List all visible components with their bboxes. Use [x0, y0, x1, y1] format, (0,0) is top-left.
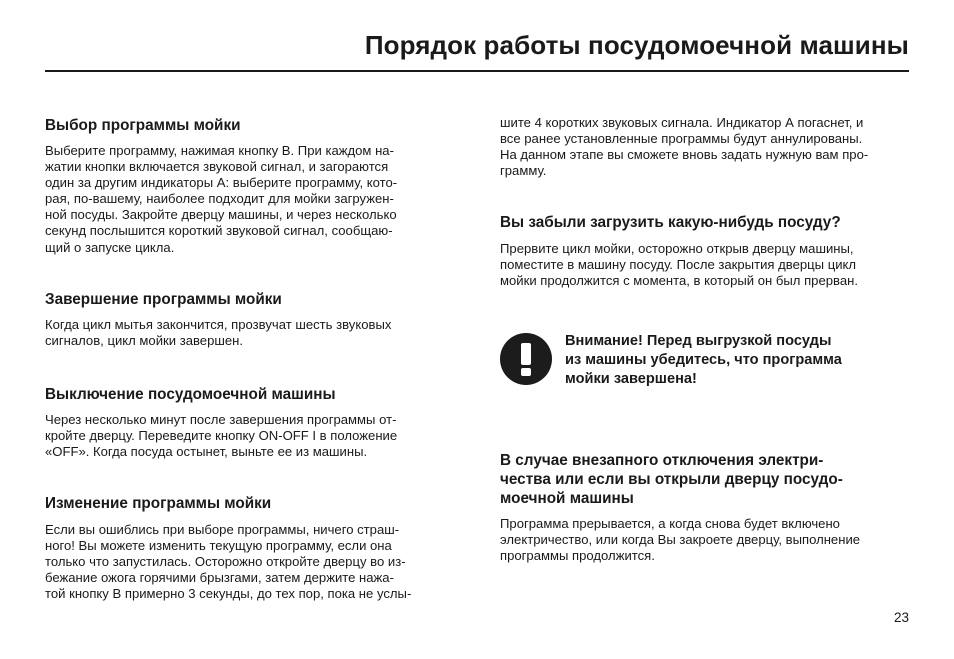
paragraph-program-selection — [45, 143, 454, 256]
text-line: Прервите цикл мойки, осторожно открыв дверцу машины, — [500, 241, 854, 256]
text-line: кройте дверцу. Переведите кнопку ON-OFF I в положение — [45, 428, 398, 444]
text-line: Через несколько минут после завершения программы от- — [45, 412, 397, 427]
text-line: поместите в машину посуду. После закрытия дверцы цикл — [500, 257, 857, 273]
heading-forgot-dishes: Вы забыли загрузить какую-нибудь посуду? — [500, 214, 841, 231]
heading-power-outage — [500, 451, 920, 508]
paragraph-turn-off — [45, 412, 454, 460]
heading-change-program: Изменение программы мойки — [45, 495, 272, 512]
text-line: программы продолжится. — [500, 548, 655, 564]
paragraph-power-outage — [500, 516, 909, 564]
text-line: Когда цикл мытья закончится, прозвучат шесть звуковых — [45, 317, 392, 332]
heading-program-end: Завершение программы мойки — [45, 291, 282, 308]
text-line: все ранее установленные программы будут аннулированы. — [500, 131, 863, 147]
text-line: щий о запуске цикла. — [45, 239, 175, 255]
text-line: рая, по-вашему, наиболее подходит для мойки загружен- — [45, 191, 394, 207]
heading-program-selection: Выбор программы мойки — [45, 117, 241, 134]
paragraph-program-end — [45, 317, 454, 349]
text-line: Программа прерывается, а когда снова будет включено — [500, 516, 840, 531]
warning-line: из машины убедитесь, что программа — [565, 352, 842, 368]
exclamation-dot — [521, 368, 531, 376]
text-line: бежание ожога горячими брызгами, затем держите нажа- — [45, 570, 394, 586]
text-line: грамму. — [500, 163, 547, 179]
exclamation-bar — [521, 343, 531, 365]
text-line: электричество, или когда Вы закроете дверцу, выполнение — [500, 532, 861, 548]
text-line: жатии кнопки включается звуковой сигнал, и загораются — [45, 159, 389, 175]
text-line: На данном этапе вы сможете вновь задать нужную вам про- — [500, 147, 869, 163]
text-line: Если вы ошиблись при выборе программы, ничего страш- — [45, 522, 400, 537]
paragraph-change-program — [45, 522, 454, 602]
exclamation-icon — [500, 333, 552, 385]
heading-line: чества или если вы открыли дверцу посудо- — [500, 471, 843, 488]
text-line: один за другим индикаторы А: выберите программу, кото- — [45, 175, 398, 191]
heading-line: моечной машины — [500, 490, 634, 507]
text-line: секунд послышится короткий звуковой сигнал, сообщаю- — [45, 223, 393, 239]
text-line: «OFF». Когда посуда остынет, выньте ее из машины. — [45, 444, 368, 460]
warning-text — [565, 332, 905, 389]
heading-turn-off: Выключение посудомоечной машины — [45, 386, 336, 403]
heading-line: В случае внезапного отключения электри- — [500, 452, 824, 469]
page-number: 23 — [893, 610, 909, 625]
text-line: шите 4 коротких звуковых сигнала. Индикатор А погаснет, и — [500, 115, 864, 130]
paragraph-change-program-continued — [500, 115, 909, 179]
text-line: Выберите программу, нажимая кнопку В. При каждом на- — [45, 143, 394, 158]
text-line: мойки продолжится с момента, в который он был прерван. — [500, 273, 858, 289]
text-line: сигналов, цикл мойки завершен. — [45, 333, 244, 349]
text-line: ной посуды. Закройте дверцу машины, и через несколько — [45, 207, 397, 223]
title-divider — [45, 70, 909, 72]
text-line: только что запустилась. Осторожно откройте дверцу во из- — [45, 554, 406, 570]
text-line: той кнопку В примерно 3 секунды, до тех пор, пока не услы- — [45, 586, 412, 602]
page-title: Порядок работы посудомоечной машины — [364, 30, 909, 60]
warning-line: Внимание! Перед выгрузкой посуды — [565, 333, 832, 349]
text-line: ного! Вы можете изменить текущую программу, если она — [45, 538, 392, 554]
paragraph-forgot-dishes — [500, 241, 909, 289]
warning-line: мойки завершена! — [565, 371, 697, 387]
